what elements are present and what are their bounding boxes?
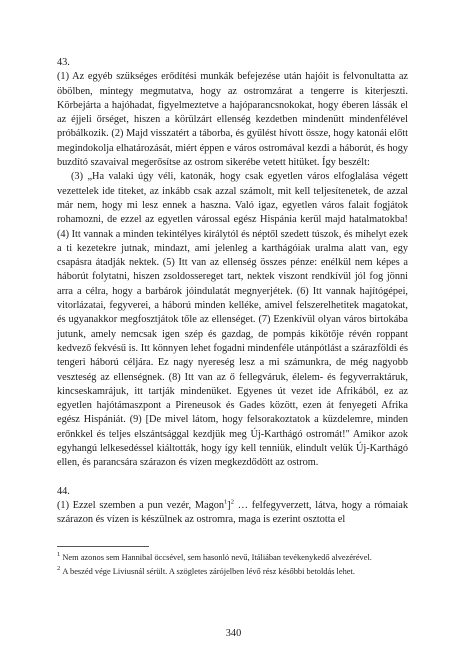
bracket-close: ] [227, 499, 231, 511]
footnote-ref-1[interactable]: 1 [224, 498, 228, 506]
main-text [57, 56, 408, 528]
footnote-2 [57, 566, 408, 577]
section-gap [57, 471, 408, 485]
page-number: 340 [225, 628, 242, 639]
footnote-1-text: Nem azonos sem Hannibal öccsével, sem hasonló nevű, Itáliában tevékenykedő alvezérével. [62, 553, 372, 562]
paragraph-43-1: (1) Az egyéb szükséges erődítési munkák befejezése után hajóit is felvonultatta az öbölben, mintegy megmutatva, hogy az ostromzárat a tengerre is kiterjeszti. Körbejárta a hajóhadat, figyelmeztetve a hajóparancsnokokat, hogy éberen lássák el az éjjeli őrséget, hiszen a körülzárt ellenség kezdetben mindenütt mindenfélével próbálkozik. (2) Majd visszatért a táborba, és gyűlést hívott össze, hogy katonái előtt megindokolja elhatározását, miért éppen e város ostromával kezdi a háborút, és hogy buzdító szavaival megerősítse az ostrom sikerébe vetett hitüket. Így beszélt: [57, 71, 408, 169]
footnote-ref-2[interactable]: 2 [230, 498, 234, 506]
footnote-1 [57, 552, 408, 563]
paragraph-44-1 [57, 499, 408, 528]
footnote-divider [57, 546, 149, 547]
paragraph-44-rest: … felfegyverzett, látva, hogy a rómaiak szárazon és vízen is készülnek az ostromra, maga is ezerint osztotta el [57, 499, 408, 526]
footnote-2-mark: 2 [57, 565, 61, 573]
section-number-43: 43. [57, 57, 70, 68]
paragraph-43-3: (3) „Ha valaki úgy véli, katonák, hogy csak egyetlen város elfoglalása végett vezettelek ide titeket, az inkább csak azzal számolt, mit kell teljesítenetek, de azzal már nem, hogy mi lesz ennek a haszna. Való igaz, egyetlen város falait fogjátok rohamozni, de ezzel az egyetlen várossal egész Hispánia kerül majd hatalmatokba! (4) Itt vannak a minden tekintélyes királytól és néptől szedett túszok, és mihelyt ezek a ti kezetekre jutnak, mindazt, ami jelenleg a karthágóiak uralma alatt van, egy csapásra átadják nektek. (5) Itt van az ellenség összes pénze: enélkül nem képes a háborút folytatni, hiszen zsoldossereget tart, nektek viszont rendkívül jól fog jönni arra a célra, hogy a barbárok jóindulatát megnyerjétek. (6) Itt vannak hajítógépei, vitorlázatai, fegyverei, a háború minden kelléke, amivel felszerelhetitek magatokat, és ugyanakkor megfosztjátok tőle az ellenséget. (7) Ezenkívül olyan város birtokába jutunk, amely nemcsak igen szép és gazdag, de pompás kikötője révén roppant kedvező fekvésű is. Itt könnyen lehet fogadni mindenféle utánpótlást a szárazföldi és tengeri háború céljára. Ez nagy nyereség lesz a mi számunkra, de még nagyobb veszteség az ellenségnek. (8) Itt van az ő fellegváruk, élelem- és fegyverraktáruk, kincseskamrájuk, itt tartják mindenüket. Egyenes út vezet ide Afrikából, ez az egyetlen hajótámaszpont a Pireneusok és Gades között, ezen át fenyegeti Afrika egész Hispániát. (9) [De mivel látom, hogy felsorakoztatok a küzdelemre, minden erőnkkel és teljes elszántsággal kezdjük meg Új-Karthágó ostromát!" Amikor azok egyhangú lelkesedéssel kiáltották, hogy így kell tenniük, elindult velük Új-Karthágó ellen, és parancsára szárazon és vízen megkezdődött az ostrom. [57, 171, 408, 469]
footnote-2-text: A beszéd vége Liviusnál sérült. A szögletes zárójelben lévő rész későbbi betoldás lehet. [62, 567, 355, 577]
footnote-1-mark: 1 [57, 551, 61, 559]
paragraph-44-start: (1) Ezzel szemben a pun vezér, Magon [57, 499, 225, 511]
footnotes [57, 552, 408, 578]
section-number-44: 44. [57, 485, 70, 497]
